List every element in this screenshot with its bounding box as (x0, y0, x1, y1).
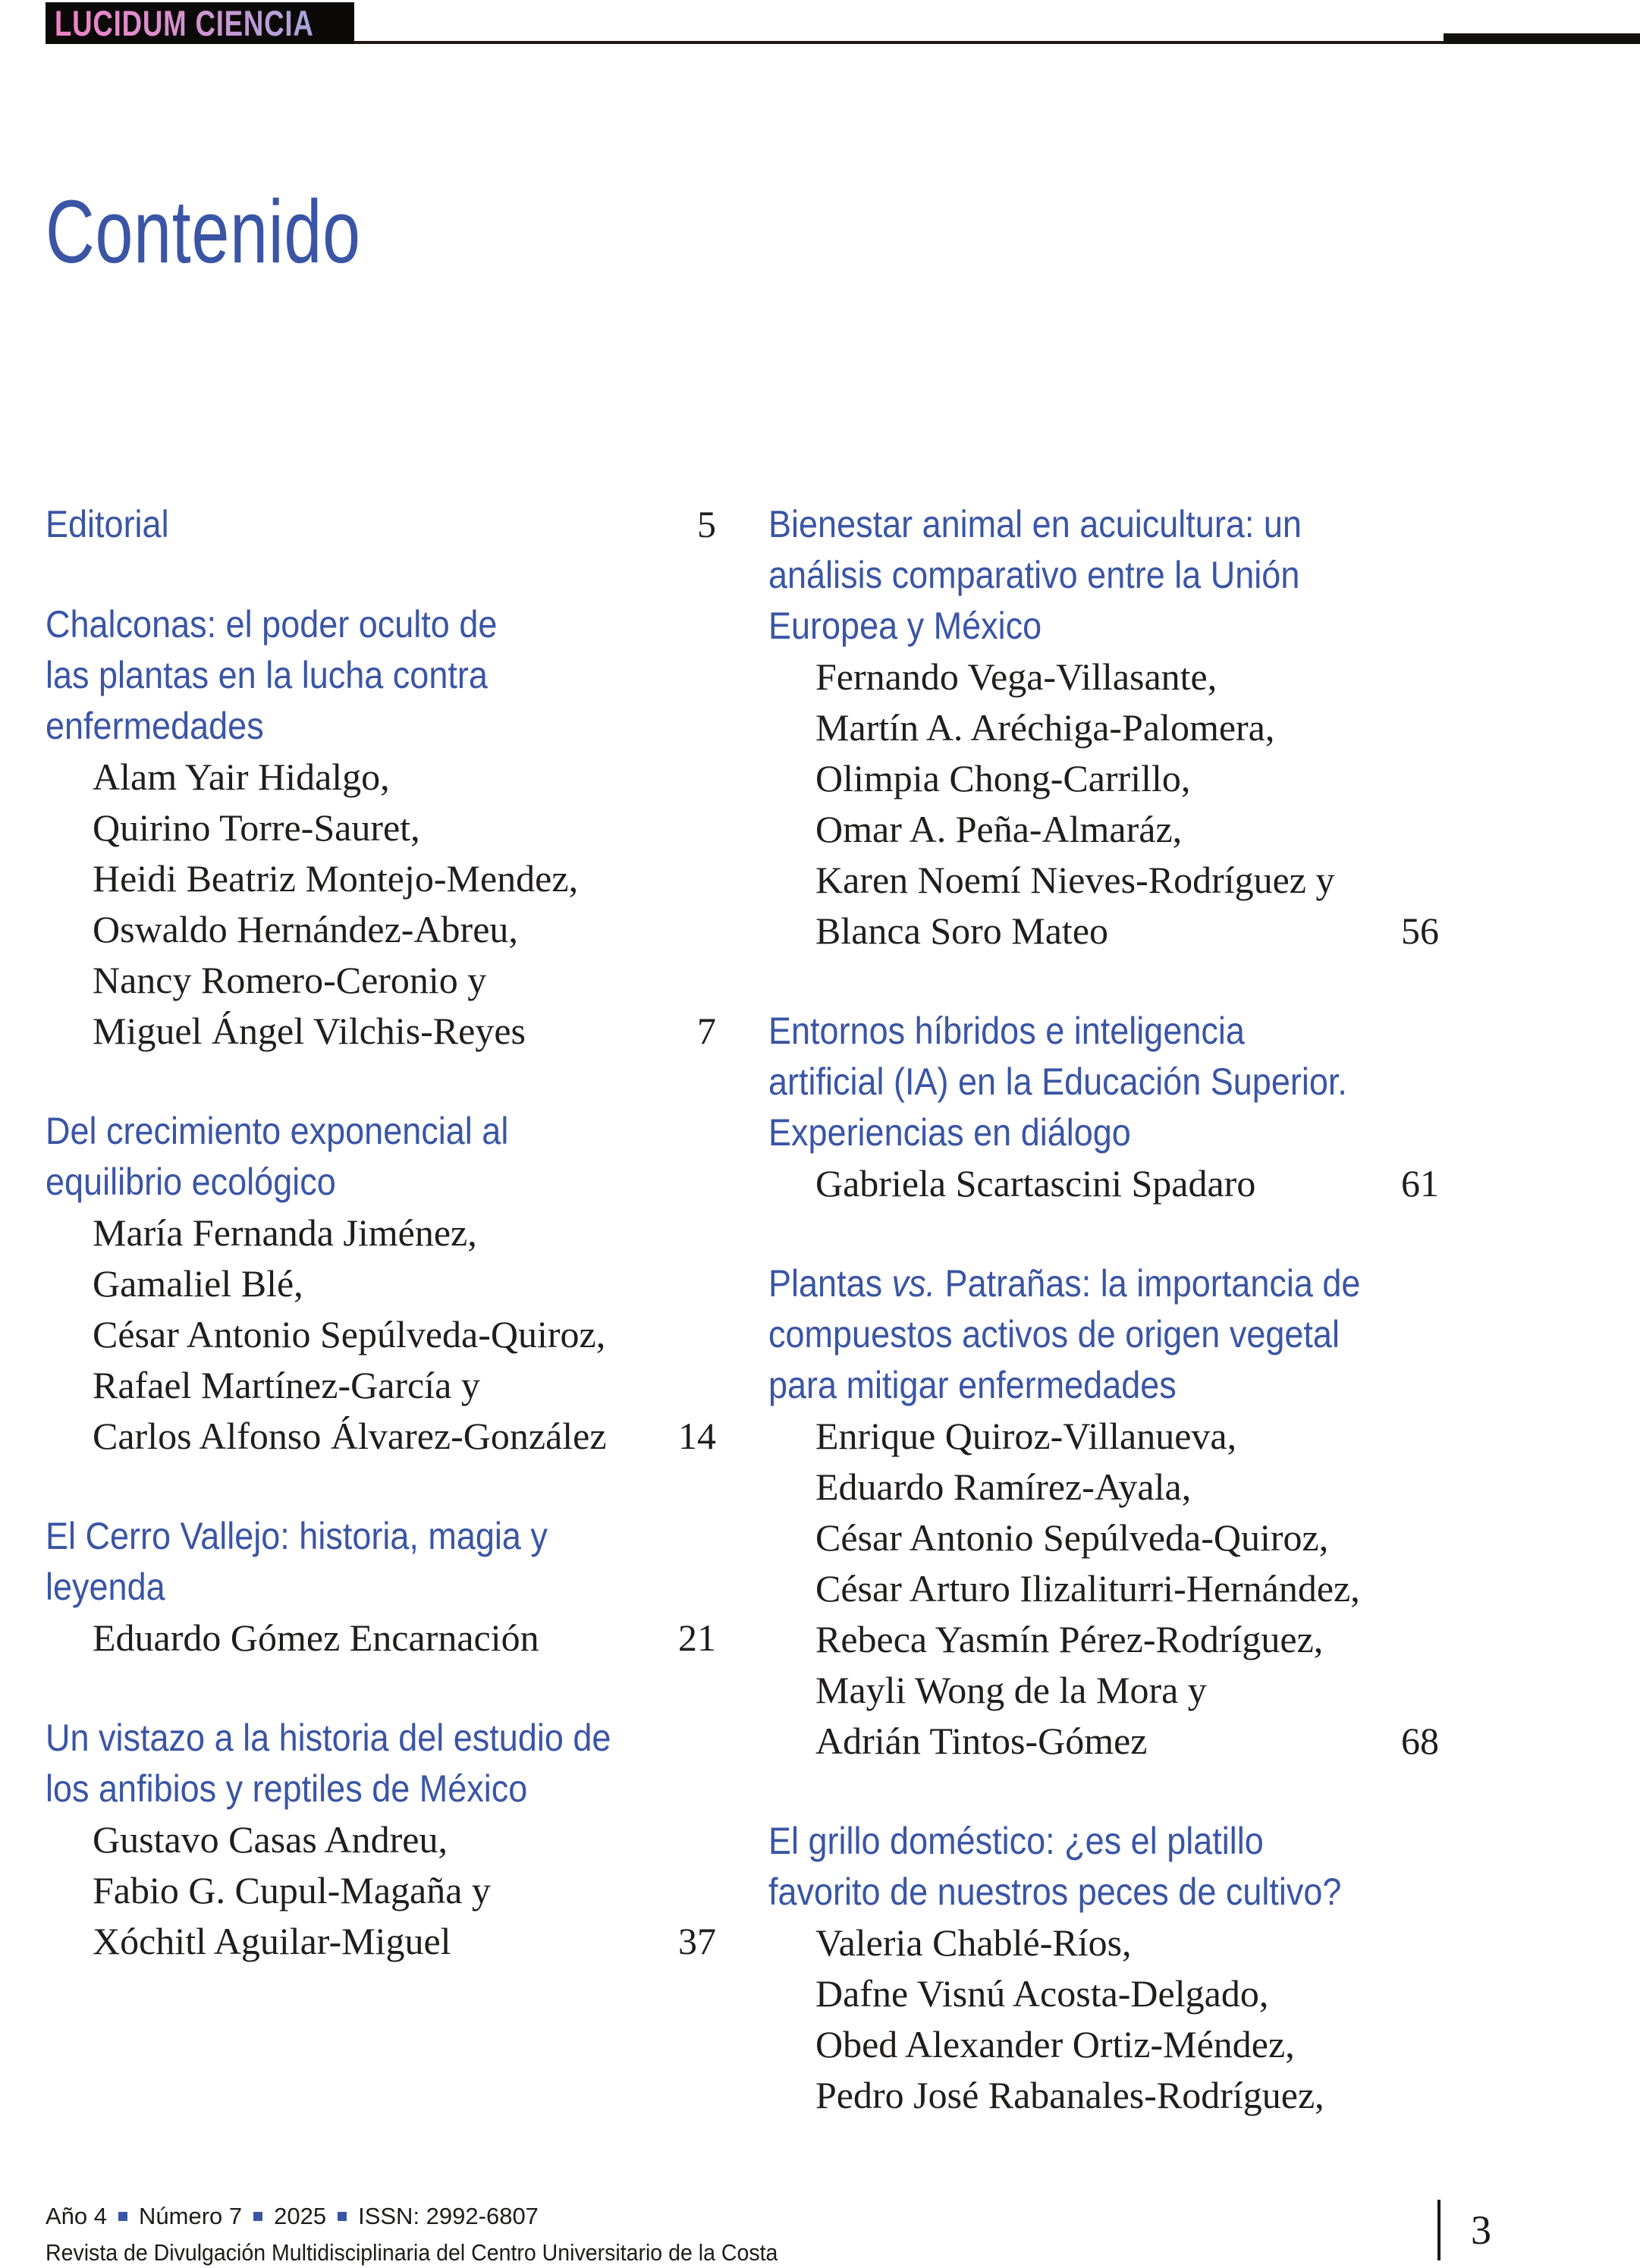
author-name: Eduardo Ramírez-Ayala, (815, 1465, 1192, 1508)
title-text: favorito de nuestros peces de cultivo? (768, 1871, 1342, 1913)
author-line (768, 1513, 1439, 1563)
author-name: Omar A. Peña-Almaráz, (815, 808, 1183, 850)
footer-journal-line: Revista de Divulgación Multidisciplinaria del Centro Universitario de la Costa (46, 2239, 778, 2266)
article-title-line (46, 701, 716, 752)
author-line (46, 1916, 716, 1967)
header-end-bar (1444, 33, 1640, 44)
article-title-line (46, 650, 716, 701)
title-text: análisis comparativo entre la Unión (768, 554, 1300, 596)
article-page-number: 7 (697, 1010, 716, 1052)
author-line (768, 652, 1439, 702)
author-line (768, 1411, 1439, 1462)
title-text: Editorial (46, 503, 169, 545)
author-name: Mayli Wong de la Mora y (815, 1669, 1207, 1711)
author-line (768, 1158, 1439, 1209)
author-line (768, 1462, 1439, 1513)
title-segment: Patrañas: la importancia de (935, 1262, 1361, 1305)
article-title-line (46, 1562, 716, 1613)
title-segment: vs. (891, 1262, 936, 1305)
article-title-line (768, 499, 1439, 550)
author-line (46, 752, 716, 803)
title-text: Bienestar animal en acuicultura: un (768, 503, 1302, 545)
page-title: Contenido (46, 182, 361, 282)
author-name: Karen Noemí Nieves-Rodríguez y (815, 859, 1335, 901)
author-name: Pedro José Rabanales-Rodríguez, (815, 2074, 1324, 2116)
author-line (768, 753, 1439, 804)
author-line (46, 904, 716, 955)
article-title-line (768, 1057, 1439, 1107)
author-line (768, 1563, 1439, 1614)
author-line (46, 1006, 716, 1057)
author-line (768, 1614, 1439, 1665)
author-name: Gabriela Scartascini Spadaro (815, 1162, 1256, 1205)
article-title-line (768, 1867, 1439, 1918)
author-name: Obed Alexander Ortiz-Méndez, (815, 2023, 1295, 2065)
title-text: Entornos híbridos e inteligencia (768, 1010, 1245, 1052)
author-name: César Arturo Ilizaliturri-Hernández, (815, 1567, 1360, 1610)
article-title-line (768, 1360, 1439, 1411)
author-line (46, 853, 716, 904)
author-line (46, 1814, 716, 1865)
author-name: María Fernanda Jiménez, (93, 1211, 477, 1254)
author-name: Fabio G. Cupul-Magaña y (93, 1869, 491, 1911)
toc-entry (768, 1258, 1439, 1767)
toc-entry (46, 1511, 716, 1663)
separator-square-icon (118, 2212, 127, 2221)
author-name: Martín A. Aréchiga-Palomera, (815, 706, 1275, 749)
toc-entry (46, 1713, 716, 1967)
article-page-number: 56 (1401, 909, 1439, 952)
toc-entry (768, 1816, 1439, 2121)
title-text: los anfibios y reptiles de México (46, 1767, 528, 1810)
article-page-number: 68 (1401, 1720, 1439, 1762)
author-name: Blanca Soro Mateo (815, 909, 1109, 952)
author-name: Adrián Tintos-Gómez (815, 1720, 1148, 1762)
author-name: Xóchitl Aguilar-Miguel (93, 1920, 451, 1962)
article-page-number: 21 (678, 1616, 716, 1659)
author-line (46, 1258, 716, 1309)
article-title-line (768, 1309, 1439, 1360)
title-text: leyenda (46, 1566, 165, 1608)
author-name: Dafne Visnú Acosta-Delgado, (815, 1972, 1269, 2015)
article-title-line (46, 1106, 716, 1157)
author-name: Fernando Vega-Villasante, (815, 655, 1217, 698)
author-line (46, 1309, 716, 1360)
footer (46, 2198, 841, 2268)
footer-meta-part: ISSN: 2992-6807 (358, 2203, 539, 2229)
title-text: artificial (IA) en la Educación Superior. (768, 1060, 1347, 1103)
title-segment: Plantas (768, 1262, 892, 1305)
article-title-line (768, 1006, 1439, 1057)
toc-entry (46, 1106, 716, 1462)
article-title-line (46, 1713, 716, 1764)
folio-page-number: 3 (1471, 2207, 1491, 2253)
author-name: Rafael Martínez-García y (93, 1364, 480, 1406)
author-name: Heidi Beatriz Montejo-Mendez, (93, 857, 579, 900)
article-title-line (768, 550, 1439, 601)
article-page-number: 37 (678, 1920, 716, 1962)
title-text: Experiencias en diálogo (768, 1111, 1131, 1154)
article-title-line (768, 1107, 1439, 1158)
author-line (768, 1665, 1439, 1716)
author-line (768, 906, 1439, 957)
author-name: Alam Yair Hidalgo, (93, 755, 390, 798)
title-text: enfermedades (46, 705, 264, 747)
author-line (46, 1360, 716, 1411)
toc-column-left (46, 499, 716, 1967)
article-page-number: 5 (697, 503, 716, 545)
author-line (46, 1208, 716, 1258)
author-line (768, 1716, 1439, 1767)
author-line (768, 2019, 1439, 2070)
author-name: Quirino Torre-Sauret, (93, 806, 420, 849)
title-text: El grillo doméstico: ¿es el platillo (768, 1820, 1264, 1862)
article-title-line (46, 1511, 716, 1562)
footer-meta-part: 2025 (274, 2203, 327, 2229)
title-text: las plantas en la lucha contra (46, 654, 488, 696)
page-number-bar (1437, 2200, 1440, 2260)
article-title-line (46, 1157, 716, 1208)
article-title-line (768, 1816, 1439, 1867)
title-text: Del crecimiento exponencial al (46, 1110, 509, 1152)
journal-logo-box (46, 2, 354, 44)
footer-meta-part: Número 7 (139, 2203, 243, 2229)
article-title-line (46, 499, 716, 550)
title-text: equilibrio ecológico (46, 1161, 336, 1203)
title-text: El Cerro Vallejo: historia, magia y (46, 1515, 548, 1557)
author-line (768, 702, 1439, 753)
separator-square-icon (253, 2212, 262, 2221)
article-title-line (768, 601, 1439, 652)
author-name: Oswaldo Hernández-Abreu, (93, 908, 518, 950)
page-number-corner (1437, 2200, 1491, 2260)
author-name: Gustavo Casas Andreu, (93, 1818, 448, 1861)
author-line (768, 1918, 1439, 1968)
toc-entry (46, 599, 716, 1057)
author-line (46, 803, 716, 853)
toc-entry (768, 1006, 1439, 1209)
article-page-number: 14 (678, 1415, 716, 1457)
author-name: Rebeca Yasmín Pérez-Rodríguez, (815, 1618, 1324, 1660)
author-line (768, 1968, 1439, 2019)
article-title-line (46, 1764, 716, 1814)
title-text: Un vistazo a la historia del estudio de (46, 1717, 611, 1759)
author-name: César Antonio Sepúlveda-Quiroz, (815, 1516, 1329, 1559)
title-text: Europea y México (768, 605, 1042, 647)
toc-column-right (768, 499, 1439, 2121)
separator-square-icon (338, 2212, 347, 2221)
author-name: Valeria Chablé-Ríos, (815, 1921, 1132, 1964)
toc-entry (46, 499, 716, 550)
author-name: Enrique Quiroz-Villanueva, (815, 1415, 1237, 1457)
title-text: para mitigar enfermedades (768, 1364, 1177, 1406)
title-text: Chalconas: el poder oculto de (46, 603, 498, 646)
author-name: César Antonio Sepúlveda-Quiroz, (93, 1313, 606, 1355)
footer-meta (46, 2198, 841, 2235)
journal-logo-text: LUCIDUM CIENCIA (55, 3, 314, 43)
article-page-number: 61 (1401, 1162, 1439, 1205)
author-line (46, 955, 716, 1006)
footer-meta-part: Año 4 (46, 2203, 108, 2229)
author-name: Olimpia Chong-Carrillo, (815, 757, 1191, 799)
author-line (768, 2070, 1439, 2121)
author-line (46, 1613, 716, 1663)
title-text (768, 1258, 1360, 1309)
article-title-line (46, 599, 716, 650)
author-line (46, 1865, 716, 1916)
author-line (46, 1411, 716, 1462)
author-line (768, 804, 1439, 855)
author-name: Carlos Alfonso Álvarez-González (93, 1415, 607, 1457)
author-name: Eduardo Gómez Encarnación (93, 1616, 539, 1659)
article-title-line (768, 1258, 1439, 1309)
author-name: Gamaliel Blé, (93, 1262, 303, 1305)
author-name: Miguel Ángel Vilchis-Reyes (93, 1010, 526, 1052)
title-text: compuestos activos de origen vegetal (768, 1313, 1340, 1355)
author-name: Nancy Romero-Ceronio y (93, 959, 487, 1001)
author-line (768, 855, 1439, 906)
toc-entry (768, 499, 1439, 957)
